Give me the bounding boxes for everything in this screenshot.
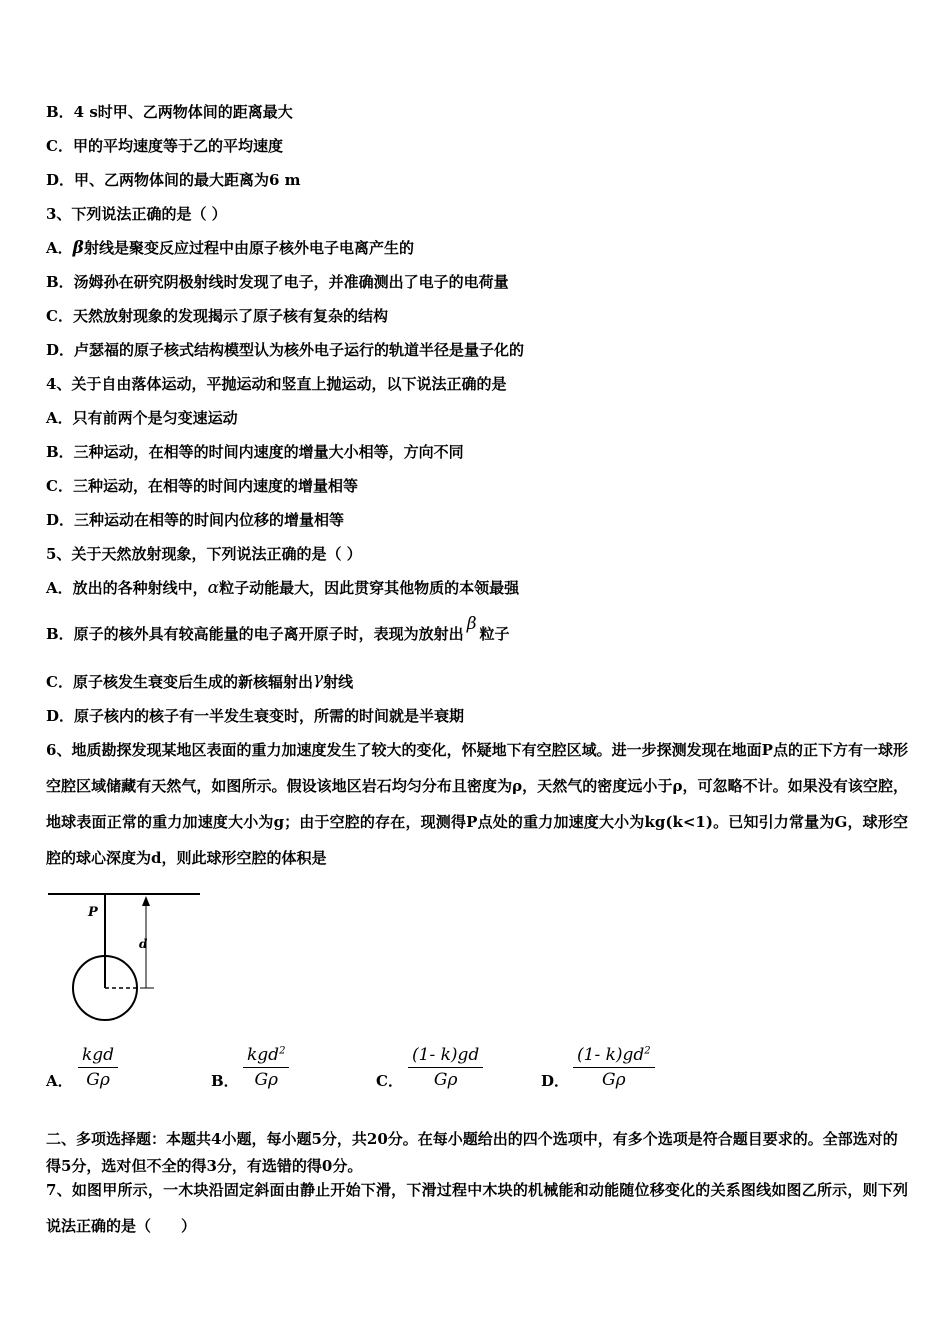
q5-option-b [46, 614, 510, 644]
point-p-label: P [88, 905, 98, 920]
section-2-heading: 二、多项选择题：本题共4小题，每小题5分，共20分。在每小题给出的四个选项中，有多个选项是符合题目要求的。全部选对的得5分，选对但不全的得3分，有选错的得0分。 [46, 1130, 898, 1175]
q4-option-d: D．三种运动在相等的时间内位移的增量相等 [46, 511, 345, 529]
q3-a-text: 射线是聚变反应过程中由原子核外电子电离产生的 [83, 239, 414, 257]
q4-option-a: A．只有前两个是匀变速运动 [46, 409, 238, 427]
fraction [78, 1045, 118, 1090]
q5-c-prefix: C．原子核发生衰变后生成的新核辐射出 [46, 673, 313, 691]
q2-option-d: D．甲、乙两物体间的最大距离为6 m [46, 171, 301, 189]
q5-option-a [46, 578, 519, 598]
denominator: Gρ [602, 1070, 626, 1090]
beta-symbol: β [72, 238, 84, 258]
q7-stem: 7、如图甲所示，一木块沿固定斜面由静止开始下滑，下滑过程中木块的机械能和动能随位移变化的关系图线如图乙所示，则下列说法正确的是（ ） [46, 1181, 908, 1235]
alpha-symbol: α [207, 578, 220, 598]
option-label: B． [211, 1072, 239, 1090]
q5-option-d: D．原子核内的核子有一半发生衰变时，所需的时间就是半衰期 [46, 707, 465, 725]
numerator: kgd [82, 1045, 115, 1065]
q3-stem: 3、下列说法正确的是（ ） [46, 205, 227, 223]
exponent: 2 [279, 1045, 286, 1057]
cavity-diagram [44, 886, 204, 1028]
option-label: D． [541, 1072, 570, 1090]
q3-a-prefix: A． [46, 239, 73, 257]
q4-option-c: C．三种运动，在相等的时间内速度的增量相等 [46, 477, 358, 495]
exponent: 2 [644, 1045, 651, 1057]
denominator: Gρ [254, 1070, 279, 1090]
q5-a-prefix: A．放出的各种射线中， [46, 579, 208, 597]
q5-b-text: 粒子 [479, 625, 510, 643]
denominator: Gρ [433, 1070, 458, 1090]
q2-option-b: B．4 s时甲、乙两物体间的距离最大 [46, 103, 293, 121]
denominator: Gρ [86, 1070, 110, 1090]
q4-option-b: B．三种运动，在相等的时间内速度的增量大小相等，方向不同 [46, 443, 464, 461]
numerator: (1- k)gd [577, 1045, 645, 1065]
q5-a-text: 粒子动能最大，因此贯穿其他物质的本领最强 [219, 579, 520, 597]
q5-stem: 5、关于天然放射现象，下列说法正确的是（ ） [46, 545, 362, 563]
q3-option-b: B．汤姆孙在研究阴极射线时发现了电子，并准确测出了电子的电荷量 [46, 273, 509, 291]
option-label: A． [46, 1072, 73, 1090]
q2-option-c: C．甲的平均速度等于乙的平均速度 [46, 137, 283, 155]
numerator: (1- k)gd [412, 1045, 480, 1065]
q5-option-c [46, 669, 354, 692]
q3-option-c: C．天然放射现象的发现揭示了原子核有复杂的结构 [46, 307, 388, 325]
q3-option-a [46, 238, 414, 258]
fraction [243, 1045, 289, 1090]
gamma-symbol: γ [312, 669, 324, 689]
fraction [408, 1045, 483, 1090]
q5-c-text: 射线 [323, 673, 354, 691]
q3-option-d: D．卢瑟福的原子核式结构模型认为核外电子运行的轨道半径是量子化的 [46, 341, 525, 359]
fraction [573, 1045, 655, 1090]
q6-stem: 6、地质勘探发现某地区表面的重力加速度发生了较大的变化，怀疑地下有空腔区域。进一步探测发现在地面P点的正下方有一球形空腔区域储藏有天然气，如图所示。假设该地区岩石均匀分布且密度为ρ，天然气的密度远小于ρ，可忽略不计。如果没有该空腔，地球表面正常的重力加速度大小为g；由于空腔的存在，现测得P点处的重力加速度大小为kg(k<1)。已知引力常量为G，球形空腔的球心深度为d，则此球形空腔的体积是 [46, 741, 908, 867]
numerator: kgd [247, 1045, 280, 1065]
q5-b-prefix: B．原子的核外具有较高能量的电子离开原子时，表现为放射出 [46, 625, 464, 643]
q4-stem: 4、关于自由落体运动，平抛运动和竖直上抛运动，以下说法正确的是 [46, 375, 507, 393]
beta-symbol: β [466, 614, 477, 634]
depth-d-label: d [139, 937, 148, 951]
option-label: C． [376, 1072, 403, 1090]
